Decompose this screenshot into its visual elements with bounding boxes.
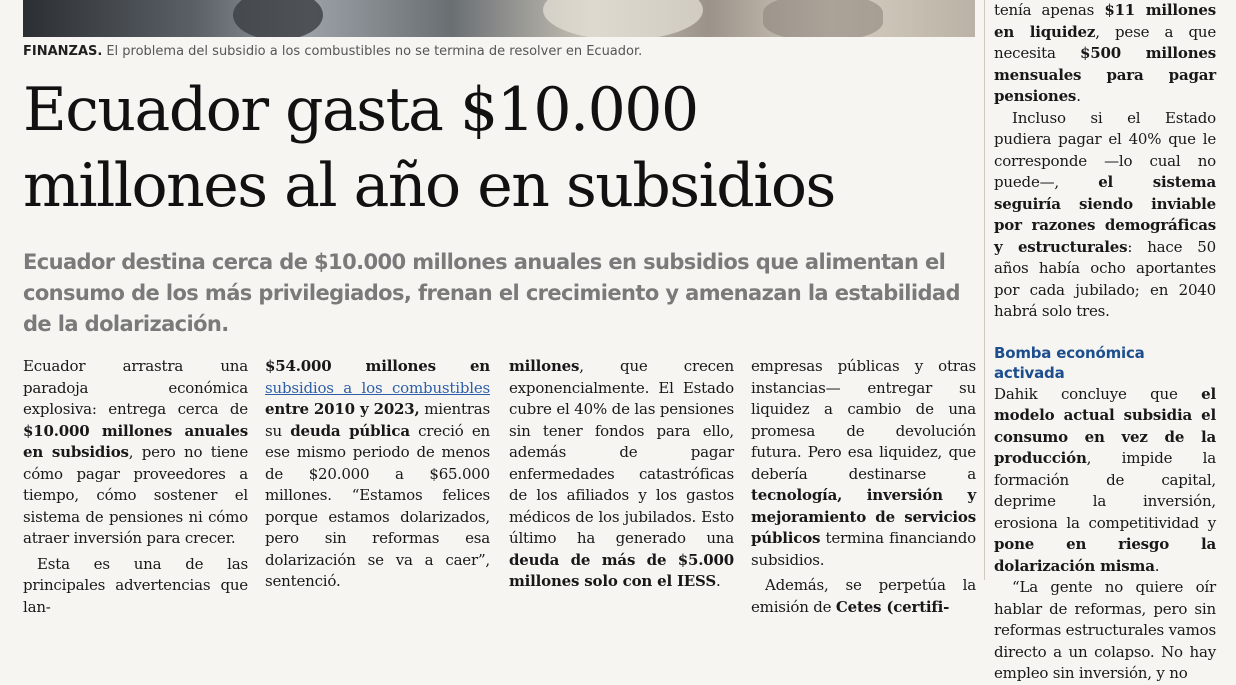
- paragraph: Esta es una de las principales advertencias que lan-: [23, 554, 248, 616]
- paragraph: “La gente no quiere oír hablar de reformas, pero sin reformas estructurales vamos directo a un colapso. No hay empleo sin inversión, y no: [994, 578, 1216, 682]
- column-divider: [984, 0, 985, 580]
- paragraph: tenía apenas $11 millones en liquidez, pese a que necesita $500 millones mensuales para pagar pensiones.: [994, 1, 1217, 105]
- caption-kicker: FINANZAS.: [23, 44, 103, 59]
- section-subhead: Bomba económica activada: [994, 343, 1145, 382]
- paragraph: Ecuador arrastra una paradoja económica explosiva: entrega cerca de $10.000 millones anuales en subsidios, pero no tiene cómo pagar proveedores a tiempo, cómo sostener el sistema de pensiones ni cómo atraer inversión para crecer.: [23, 357, 249, 547]
- paragraph: Dahik concluye que el modelo actual subsidia el consumo en vez de la producción, impide la formación de capital, deprime la inversión, erosiona la competitividad y pone en riesgo la dolarización misma.: [994, 384, 1216, 575]
- paragraph: Además, se perpetúa la emisión de Cetes (certifi-: [751, 576, 976, 616]
- photo-caption: [23, 44, 975, 64]
- lede: Ecuador destina cerca de $10.000 millones anuales en subsidios que alimentan el consumo de los más privilegiados, frenan el crecimiento y amenazan la estabilidad de la dolarización.: [23, 250, 960, 336]
- paragraph: $54.000 millones en subsidios a los combustibles entre 2010 y 2023, mientras su deuda pública creció en ese mismo periodo de menos de $20.000 a $65.000 millones. “Estamos felices porque estamos dolarizados, pero sin reformas esa dolarización se va a caer”, sentenció.: [265, 357, 491, 590]
- headline: [23, 72, 975, 224]
- body-column-2: [265, 356, 490, 593]
- paragraph: Incluso si el Estado pudiera pagar el 40% que le corresponde —lo cual no puede—, el sistema seguiría siendo inviable por razones demográficas y estructurales: hace 50 años había ocho aportantes por cada jubilado; en 2040 habrá solo tres.: [994, 108, 1216, 320]
- headline-line-2: millones al año en subsidios: [23, 151, 835, 221]
- article-photo: [23, 0, 975, 37]
- headline-line-1: Ecuador gasta $10.000: [23, 75, 698, 145]
- sidebar-column: [994, 0, 1216, 685]
- body-column-4: [751, 356, 976, 618]
- caption-text: El problema del subsidio a los combustibles no se termina de resolver en Ecuador.: [106, 44, 643, 59]
- body-column-3: [509, 356, 734, 593]
- paragraph: millones, que crecen exponencialmente. El Estado cubre el 40% de las pensiones sin tener fondos para ello, además de pagar enfermedades catastróficas de los afiliados y los gastos médicos de los jubilados. Esto último ha generado una deuda de más de $5.000 millones solo con el IESS.: [509, 357, 734, 590]
- paragraph: empresas públicas y otras instancias— entregar su liquidez a cambio de una promesa de devolución futura. Pero esa liquidez, que debería destinarse a tecnología, inversión y mejoramiento de servicios públicos termina financiando subsidios.: [751, 357, 976, 569]
- body-column-1: [23, 356, 248, 618]
- subsidies-link[interactable]: subsidios a los combustibles: [265, 378, 490, 397]
